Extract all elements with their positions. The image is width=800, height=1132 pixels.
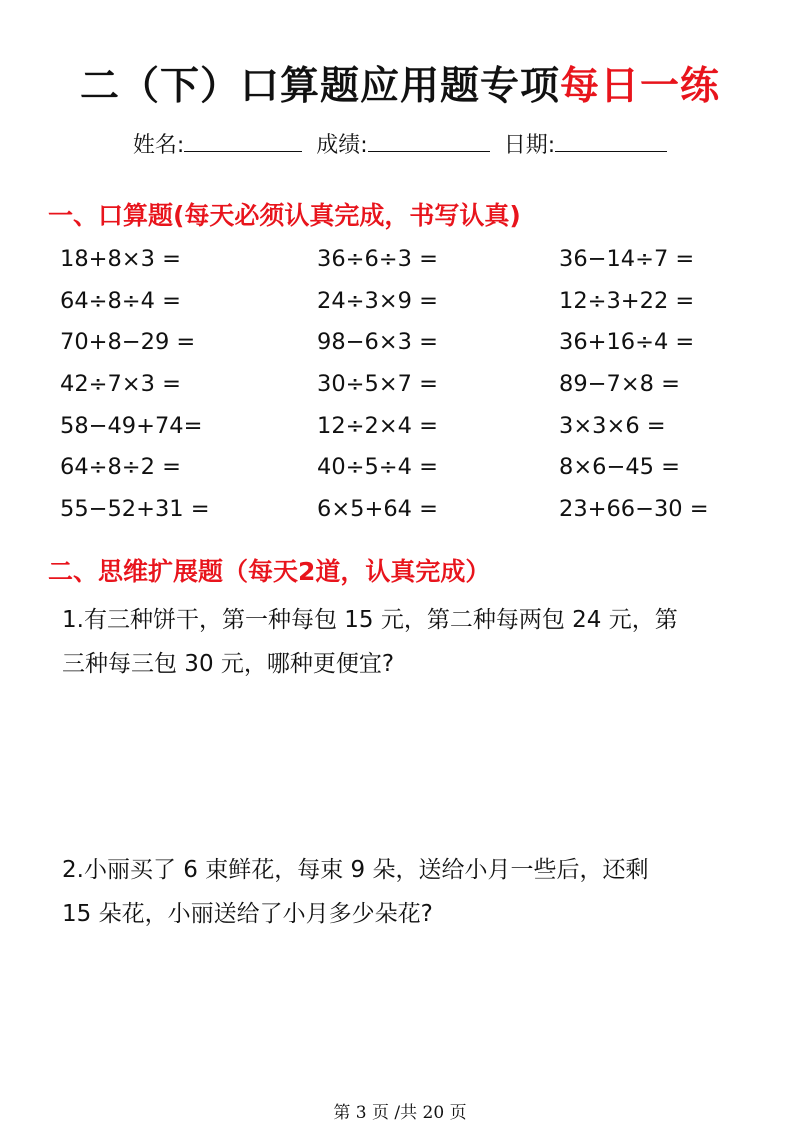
section-heading-mental-math: 一、口算题(每天必须认真完成，书写认真) bbox=[48, 201, 521, 230]
math-problem: 23+66−30 = bbox=[559, 496, 709, 523]
math-problem: 55−52+31 = bbox=[60, 496, 210, 523]
title-highlight: 每日一练 bbox=[560, 64, 721, 109]
problem-row bbox=[60, 246, 760, 288]
math-problem: 58−49+74= bbox=[60, 412, 203, 439]
problem-row bbox=[60, 454, 760, 496]
math-problem: 12÷2×4 = bbox=[317, 412, 438, 439]
problem-row bbox=[60, 371, 760, 413]
problem-row bbox=[60, 288, 760, 330]
word-problem-line: 15 朵花，小丽送给了小月多少朵花? bbox=[62, 901, 433, 927]
name-blank bbox=[184, 131, 302, 152]
math-problem: 6×5+64 = bbox=[317, 496, 438, 523]
math-problem: 70+8−29 = bbox=[60, 329, 196, 356]
student-info-line bbox=[0, 128, 800, 159]
mental-math-grid bbox=[60, 246, 760, 538]
problem-row bbox=[60, 329, 760, 371]
score-label: 成绩: bbox=[316, 133, 368, 158]
math-problem: 12÷3+22 = bbox=[559, 287, 695, 314]
math-problem: 24÷3×9 = bbox=[317, 287, 438, 314]
page-number: 第 3 页 /共 20 页 bbox=[333, 1103, 467, 1123]
date-label: 日期: bbox=[503, 133, 556, 158]
math-problem: 36−14÷7 = bbox=[559, 246, 695, 272]
math-problem: 3×3×6 = bbox=[559, 412, 666, 439]
math-problem: 64÷8÷2 = bbox=[60, 454, 181, 481]
math-problem: 89−7×8 = bbox=[559, 371, 680, 398]
score-blank bbox=[368, 131, 490, 152]
math-problem: 8×6−45 = bbox=[559, 454, 680, 481]
math-problem: 40÷5÷4 = bbox=[317, 454, 438, 481]
math-problem: 64÷8÷4 = bbox=[60, 287, 181, 314]
math-problem: 36÷6÷3 = bbox=[317, 246, 438, 272]
page-title bbox=[0, 55, 800, 111]
word-problem-line: 2.小丽买了 6 束鲜花，每束 9 朵，送给小月一些后，还剩 bbox=[62, 857, 649, 883]
word-problem-2 bbox=[62, 848, 754, 936]
section-heading-word-problems: 二、思维扩展题（每天2道，认真完成） bbox=[48, 557, 491, 586]
problem-row bbox=[60, 496, 760, 538]
title-main: 二（下）口算题应用题专项 bbox=[79, 64, 560, 109]
word-problem-1 bbox=[62, 598, 754, 686]
word-problem-line: 1.有三种饼干，第一种每包 15 元，第二种每两包 24 元，第 bbox=[62, 607, 678, 633]
name-label: 姓名: bbox=[132, 133, 185, 158]
math-problem: 42÷7×3 = bbox=[60, 371, 181, 398]
math-problem: 18+8×3 = bbox=[60, 246, 181, 272]
math-problem: 36+16÷4 = bbox=[559, 329, 695, 356]
word-problem-line: 三种每三包 30 元，哪种更便宜? bbox=[62, 651, 395, 677]
math-problem: 30÷5×7 = bbox=[317, 371, 438, 398]
problem-row bbox=[60, 413, 760, 455]
math-problem: 98−6×3 = bbox=[317, 329, 438, 356]
date-blank bbox=[555, 131, 667, 152]
